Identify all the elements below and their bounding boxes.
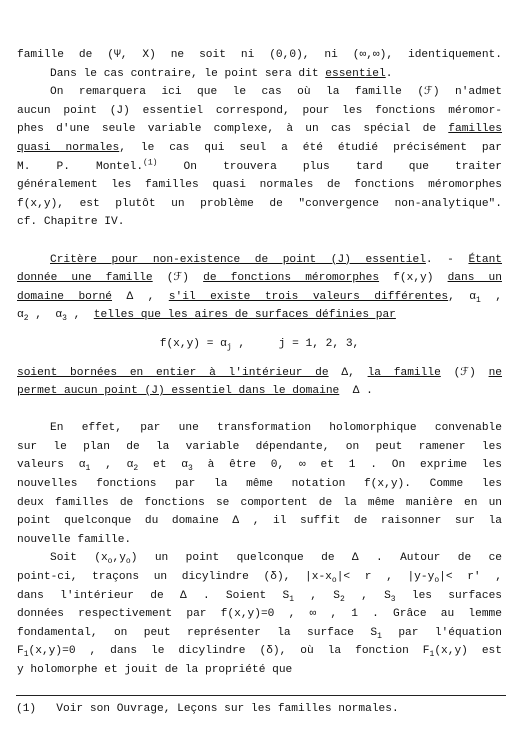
underlined-text: donnée une famille — [17, 272, 153, 285]
text-run: famille de (Ψ, X) ne soit ni (0,0), ni (∞,∞), identiquement. — [17, 49, 502, 61]
text-run: En effet, par une transformation holomorphique convenable — [50, 422, 502, 435]
text-run: (ℱ) — [152, 272, 204, 285]
underlined-text: domaine borné — [17, 290, 113, 303]
text-run: , α — [28, 309, 63, 322]
text-run: |< r' , — [439, 571, 502, 584]
text-run: (x,y)=0 , dans le dicylindre (δ), où la fonction F — [28, 645, 430, 658]
text-run: données respectivement par f(x,y)=0 , ∞ , 1 . Grâce au lemme — [17, 608, 502, 621]
text-run: ) un point quelconque de Δ . Autour de ce — [130, 552, 502, 565]
text-line — [17, 531, 502, 550]
subscript: 1 — [289, 594, 295, 604]
subscript: 3 — [390, 594, 396, 604]
subscript: j — [226, 343, 232, 353]
text-run: nouvelle famille. — [17, 533, 132, 546]
paragraph-gap — [17, 325, 502, 335]
subscript: o — [434, 576, 440, 586]
subscript: o — [125, 557, 131, 567]
text-line — [17, 456, 502, 475]
text-line — [17, 176, 502, 195]
text-line — [17, 494, 502, 513]
underlined-text: ne — [488, 366, 503, 379]
text-line — [17, 587, 502, 606]
text-run: fondamental, on peut représenter la surface S — [17, 626, 378, 639]
text-run: et α — [138, 459, 188, 472]
text-line — [17, 83, 502, 102]
subscript: o — [331, 576, 337, 586]
subscript: o — [107, 557, 113, 567]
subscript: 1 — [377, 632, 382, 642]
footnote: (1) Voir son Ouvrage, Leçons sur les familles normales. — [16, 703, 399, 715]
subscript: 1 — [429, 650, 435, 660]
underlined-text: permet aucun point (J) essentiel dans le domaine — [17, 385, 340, 398]
text-line — [17, 46, 502, 65]
underlined-text: familles — [448, 123, 502, 136]
underlined-text: essentiel — [325, 67, 386, 80]
text-run: On remarquera ici que le cas où la famille (ℱ) n'admet — [50, 86, 502, 99]
footnote-rule — [16, 695, 506, 696]
text-run: , S — [344, 589, 391, 602]
text-line — [17, 65, 502, 84]
text-run: (x,y) est — [434, 645, 502, 658]
underlined-text: la famille — [367, 366, 441, 379]
text-run: , α — [448, 290, 477, 303]
text-line — [17, 213, 502, 232]
text-run: dans l'intérieur de Δ . Soient S — [17, 589, 290, 602]
text-run: point quelconque du domaine Δ , il suffit de raisonner sur la — [17, 515, 502, 528]
text-line — [17, 158, 502, 177]
text-line — [17, 139, 502, 158]
underlined-text: Étant — [468, 253, 503, 266]
text-line — [17, 438, 502, 457]
subscript: 3 — [62, 314, 67, 324]
text-run: F — [17, 645, 24, 658]
text-run: (ℱ) — [440, 366, 489, 379]
text-line — [17, 382, 502, 401]
text-run: Δ, — [328, 366, 368, 379]
subscript: 1 — [85, 464, 91, 474]
text-run: par l'équation — [381, 626, 502, 639]
underlined-text: de fonctions méromorphes — [203, 272, 380, 285]
text-line — [17, 251, 502, 270]
subscript: 2 — [133, 464, 139, 474]
underlined-text: soient bornées en entier à l'intérieur de — [17, 366, 329, 379]
text-line — [17, 661, 502, 680]
underlined-text: quasi normales — [17, 141, 120, 154]
text-run: . - — [425, 253, 469, 266]
text-run: phes d'une seule variable complexe, à un cas spécial de — [17, 123, 449, 136]
paragraph-gap — [17, 401, 502, 420]
text-run: , le cas qui seul a été étudié précisément par — [119, 141, 502, 154]
text-run: ,y — [112, 552, 126, 565]
text-run: Δ . — [339, 385, 373, 398]
subscript: 1 — [23, 650, 29, 660]
underlined-text: dans un — [447, 272, 502, 285]
subscript: 2 — [340, 594, 345, 604]
text-run: f(x,y) — [379, 272, 448, 285]
text-line — [17, 605, 502, 624]
text-run: y holomorphe et jouit de la propriété que — [17, 664, 293, 676]
text-line — [17, 475, 502, 494]
text-run: α — [17, 309, 24, 322]
text-line — [17, 642, 502, 661]
text-run: nouvelles fonctions par la même notation f(x,y). Comme les — [17, 478, 502, 491]
text-run: les surfaces — [395, 589, 503, 602]
text-line — [17, 120, 502, 139]
text-run: Dans le cas contraire, le point sera dit — [50, 67, 326, 80]
text-run: aucun point (J) essentiel correspond, pour les fonctions méromor- — [17, 104, 502, 117]
subscript: 1 — [476, 295, 481, 305]
footnote-marker: (1) — [143, 157, 158, 167]
text-line — [17, 364, 502, 383]
text-run: , S — [294, 589, 340, 602]
text-run: , j = 1, 2, 3, — [231, 337, 360, 350]
text-run: . — [385, 67, 393, 80]
subscript: 3 — [187, 464, 193, 474]
text-line — [17, 419, 502, 438]
text-line — [17, 549, 502, 568]
underlined-text: telles que les aires de surfaces définies par — [93, 309, 396, 322]
underlined-text: s'il existe trois valeurs différentes — [168, 290, 449, 303]
body-text — [17, 46, 502, 680]
text-run: valeurs α — [17, 459, 86, 472]
text-run: |< r , |y-y — [336, 571, 435, 584]
paragraph-gap — [17, 354, 502, 364]
text-run: f(x,y), est plutôt un problème de "convergence non-analytique". — [17, 197, 502, 210]
text-line — [17, 306, 502, 325]
text-run: f(x,y) = α — [159, 337, 227, 350]
text-line — [17, 269, 502, 288]
text-line — [17, 195, 502, 214]
text-line — [17, 288, 502, 307]
text-run: généralement les familles quasi normales de fonctions méromorphes — [17, 179, 502, 192]
text-line — [17, 335, 502, 354]
text-run: On trouvera plus tard que traiter — [157, 160, 503, 173]
paragraph-gap — [17, 232, 502, 251]
text-line — [17, 102, 502, 121]
text-run: deux familles de fonctions se comportent de la même manière en un — [17, 496, 502, 509]
text-run: , — [66, 309, 94, 322]
text-run: sur le plan de la variable dépendante, on peut ramener les — [17, 440, 502, 453]
text-line — [17, 512, 502, 531]
text-run: Δ , — [112, 290, 169, 303]
text-run: M. P. Montel. — [17, 160, 144, 173]
text-run: à être 0, ∞ et 1 . On exprime les — [192, 459, 502, 472]
text-run: , α — [90, 459, 134, 472]
text-run: , — [480, 290, 502, 303]
text-line — [17, 624, 502, 643]
text-run: cf. Chapitre IV. — [17, 216, 125, 229]
subscript: 2 — [23, 314, 29, 324]
text-run: Soit (x — [50, 552, 108, 565]
text-line — [17, 568, 502, 587]
text-run: point-ci, traçons un dicylindre (δ), |x-x — [17, 571, 332, 584]
underlined-text: Critère pour non-existence de point (J) essentiel — [50, 253, 426, 266]
